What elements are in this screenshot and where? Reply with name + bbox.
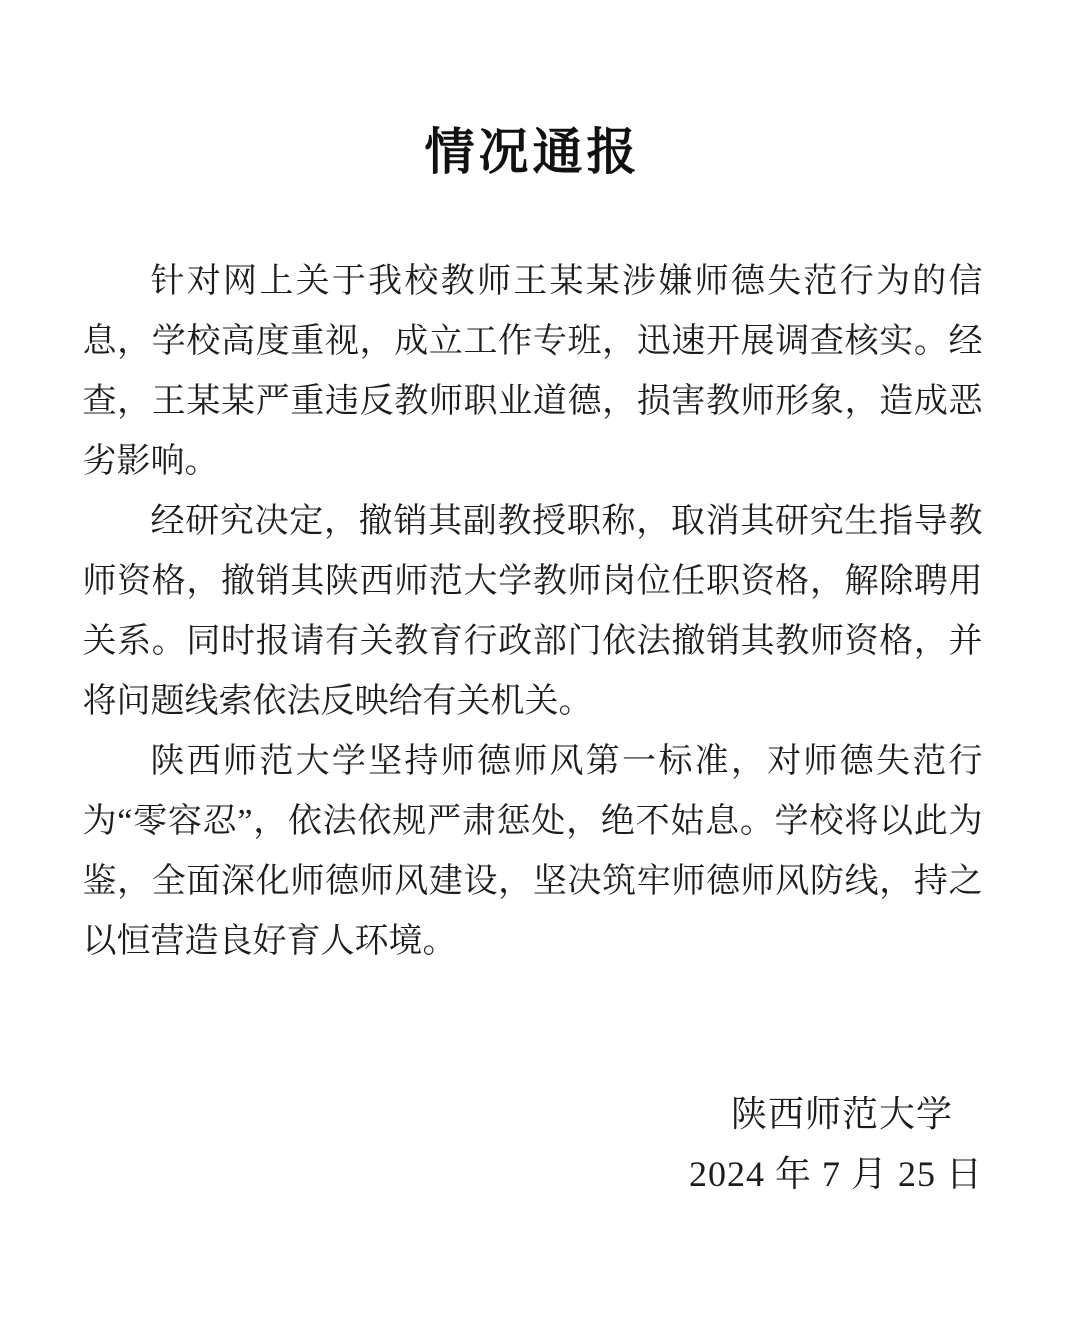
notice-paragraph-2: 经研究决定，撤销其副教授职称，取消其研究生指导教师资格，撤销其陕西师范大学教师岗位任职资格，解除聘用关系。同时报请有关教育行政部门依法撤销其教师资格，并将问题线索依法反映给有关机关。 [82,503,983,720]
signature-organization: 陕西师范大学 [730,1094,953,1134]
notice-footer [0,1084,1065,1204]
page-title: 情况通报 [424,124,641,180]
notice-body [83,252,983,972]
signature-date: 2024 年 7 月 25 日 [688,1154,983,1194]
notice-paragraph-3: 陕西师范大学坚持师德师风第一标准，对师德失范行为“零容忍”，依法依规严肃惩处，绝不姑息。学校将以此为鉴，全面深化师德师风建设，坚决筑牢师德师风防线，持之以恒营造良好育人环境。 [82,743,983,960]
notice-paragraph-1: 针对网上关于我校教师王某某涉嫌师德失范行为的信息，学校高度重视，成立工作专班，迅速开展调查核实。经查，王某某严重违反教师职业道德，损害教师形象，造成恶劣影响。 [82,263,983,480]
